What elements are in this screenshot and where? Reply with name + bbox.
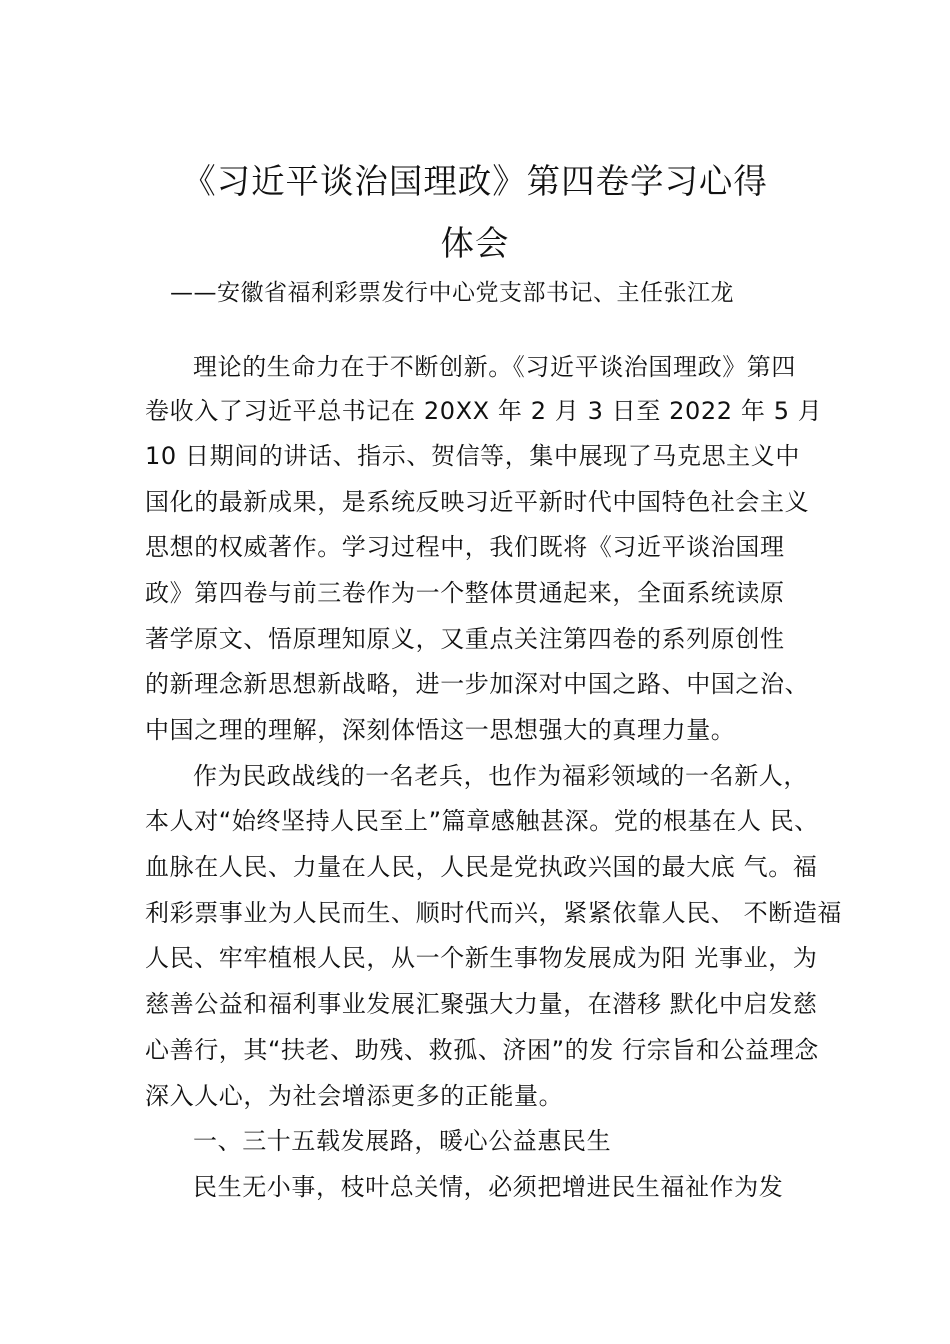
paragraph-2-line-6: 慈善公益和福利事业发展汇聚强大力量，在潜移 默化中启发慈	[145, 990, 818, 1018]
paragraph-1-line-7: 著学原文、悟原理知原义，又重点关注第四卷的系列原创性	[145, 625, 785, 653]
paragraph-1-line-2: 卷收入了习近平总书记在 20XX 年 2 月 3 日至 2022 年 5 月	[145, 397, 823, 425]
paragraph-2-line-1: 作为民政战线的一名老兵，也作为福彩领域的一名新人，	[193, 762, 808, 790]
section-heading: 一、三十五载发展路，暖心公益惠民生	[193, 1127, 612, 1155]
paragraph-1-line-1: 理论的生命力在于不断创新。《习近平谈治国理政》第四	[193, 353, 796, 381]
document-title-line-2: 体会	[440, 224, 510, 264]
paragraph-2-line-2: 本人对“始终坚持人民至上”篇章感触甚深。党的根基在人 民、	[145, 807, 819, 835]
paragraph-1-line-8: 的新理念新思想新战略，进一步加深对中国之路、中国之治、	[145, 670, 810, 698]
paragraph-1-line-4: 国化的最新成果，是系统反映习近平新时代中国特色社会主义	[145, 488, 810, 516]
paragraph-1-line-3: 10 日期间的讲话、指示、贺信等，集中展现了马克思主义中	[145, 442, 800, 470]
document-title-line-1: 《习近平谈治国理政》第四卷学习心得	[182, 162, 768, 202]
paragraph-2-line-7: 心善行，其“扶老、助残、救孤、济困”的发 行宗旨和公益理念	[145, 1036, 819, 1064]
paragraph-2-line-8: 深入人心，为社会增添更多的正能量。	[145, 1082, 564, 1110]
paragraph-2-line-4: 利彩票事业为人民而生、顺时代而兴，紧紧依靠人民、 不断造福	[145, 899, 843, 927]
paragraph-3-line-1: 民生无小事，枝叶总关情，必须把增进民生福祉作为发	[193, 1173, 784, 1201]
paragraph-1-line-5: 思想的权威著作。学习过程中，我们既将《习近平谈治国理	[145, 533, 785, 561]
paragraph-2-line-3: 血脉在人民、力量在人民，人民是党执政兴国的最大底 气。福	[145, 853, 818, 881]
paragraph-1-line-6: 政》第四卷与前三卷作为一个整体贯通起来，全面系统读原	[145, 579, 785, 607]
document-subtitle: ——安徽省福利彩票发行中心党支部书记、主任张江龙	[170, 280, 734, 306]
paragraph-1-line-9: 中国之理的理解，深刻体悟这一思想强大的真理力量。	[145, 716, 736, 744]
paragraph-2-line-5: 人民、牢牢植根人民，从一个新生事物发展成为阳 光事业，为	[145, 944, 818, 972]
